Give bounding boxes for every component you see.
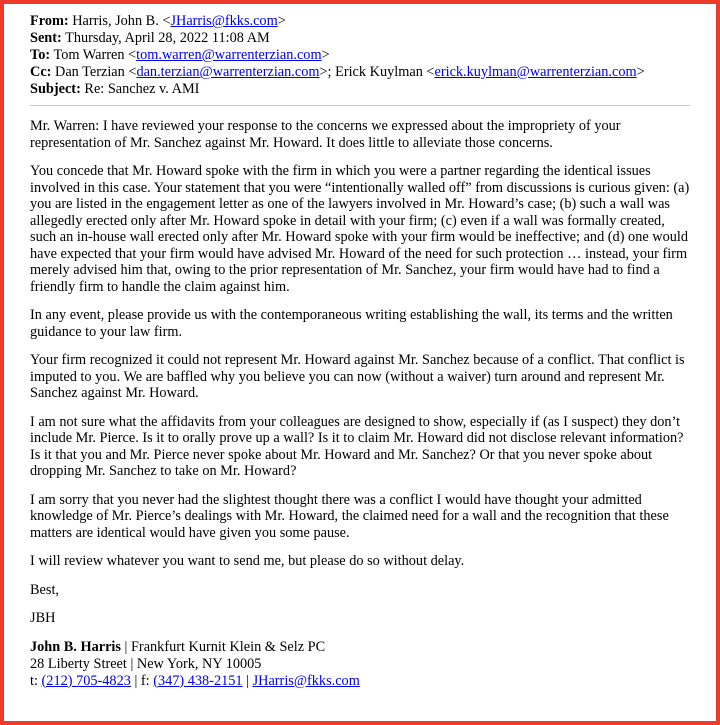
signature-address-line: 28 Liberty Street | New York, NY 10005: [30, 655, 262, 672]
signature-name: John B. Harris: [30, 638, 121, 655]
cc-value-mid: >; Erick Kuylman <: [319, 64, 435, 80]
signature-firm: | Frankfurt Kurnit Klein & Selz PC: [120, 638, 326, 655]
fax-link[interactable]: (347) 438-2151: [153, 672, 243, 689]
from-line: [30, 13, 690, 30]
cc-email-link-2[interactable]: erick.kuylman@warrenterzian.com: [434, 64, 637, 80]
email-separator: |: [242, 672, 253, 689]
to-value: Tom Warren <: [50, 47, 137, 63]
paragraph: I will review whatever you want to send me, but please do so without delay.: [30, 553, 465, 569]
subject-label: Subject:: [30, 81, 81, 97]
signature-block: [30, 639, 690, 690]
sent-line: [30, 30, 690, 47]
signature-email-link[interactable]: JHarris@fkks.com: [252, 672, 360, 689]
tel-label: t:: [30, 672, 42, 689]
cc-value: Dan Terzian <: [51, 64, 137, 80]
fax-separator: | f:: [130, 672, 154, 689]
to-line: [30, 47, 690, 64]
cc-line: [30, 64, 690, 81]
subject-line: [30, 81, 690, 98]
cc-label: Cc:: [30, 64, 52, 80]
to-label: To:: [30, 47, 51, 63]
closing: Best,: [30, 581, 59, 598]
initials: JBH: [30, 610, 56, 626]
cc-email-link-1[interactable]: dan.terzian@warrenterzian.com: [136, 64, 320, 80]
signature-contact-line: [30, 673, 690, 690]
email-body: [30, 118, 690, 627]
paragraph: I am not sure what the affidavits from your colleagues are designed to show, especially if (as I suspect) they don’t include Mr. Pierce. Is it to orally prove up a wall? Is it to claim Mr. Howard did not disclose relevant information? Is it that you and Mr. Pierce never spoke about Mr. Howard and Mr. Sanchez? Or that you never spoke about dropping Mr. Sanchez to take on Mr. Howard?: [30, 413, 684, 479]
from-value-close: >: [277, 13, 286, 29]
paragraph: Your firm recognized it could not represent Mr. Howard against Mr. Sanchez because of a conflict. That conflict is imputed to you. We are baffled why you believe you can now (without a waiver) turn around and represent Mr. Sanchez against Mr. Howard.: [30, 352, 685, 401]
to-value-close: >: [321, 47, 330, 63]
email-header: [30, 13, 690, 98]
from-label: From:: [30, 13, 69, 29]
to-email-link[interactable]: tom.warren@warrenterzian.com: [136, 47, 322, 63]
sent-value: Thursday, April 28, 2022 11:08 AM: [61, 30, 270, 46]
from-value: Harris, John B. <: [68, 13, 171, 29]
paragraph: I am sorry that you never had the slightest thought there was a conflict I would have thought your admitted knowledge of Mr. Pierce’s dealings with Mr. Howard, the claimed need for a wall and the recognition that these matters are identical would have given you some pause.: [30, 491, 669, 541]
signature-name-line: [30, 639, 690, 656]
paragraph: You concede that Mr. Howard spoke with the firm in which you were a partner regarding the identical issues involved in this case. Your statement that you were “intentionally walled off” from discussions is curious given: (a) you are listed in the engagement letter as one of the lawyers involved in Mr. Howard’s case; (b) such a wall was allegedly erected only after Mr. Howard spoke in detail with your firm; (c) even if a wall was formally created, such an in-house wall erected only after Mr. Howard spoke with your firm would be ineffective; and (d) one would have expected that your firm would have advised Mr. Howard of the need for such protection … instead, your firm merely advised him that, owing to the prior representation of Mr. Sanchez, your firm would have had to find a friendly firm to handle the claim against him.: [30, 163, 690, 295]
cc-value-close: >: [636, 64, 645, 80]
subject-value: Re: Sanchez v. AMI: [80, 81, 200, 97]
paragraph: In any event, please provide us with the contemporaneous writing establishing the wall, its terms and the written guidance to your law firm.: [30, 307, 673, 340]
phone-link[interactable]: (212) 705-4823: [41, 672, 131, 689]
from-email-link[interactable]: JHarris@fkks.com: [170, 13, 278, 29]
paragraph: Mr. Warren: I have reviewed your response to the concerns we expressed about the impropriety of your representation of Mr. Sanchez against Mr. Howard. It does little to alleviate those concerns.: [30, 118, 621, 151]
sent-label: Sent:: [30, 30, 62, 46]
header-divider: [30, 105, 690, 106]
